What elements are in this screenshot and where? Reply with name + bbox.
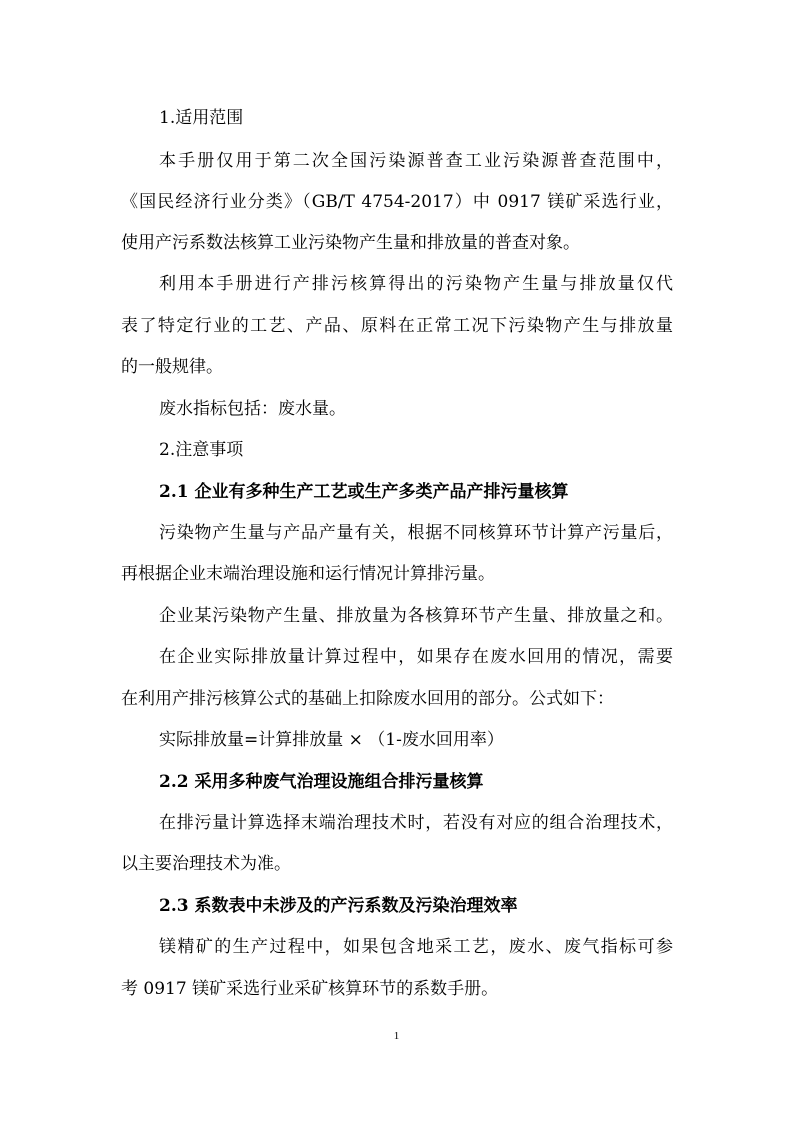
section-1-heading: 1.适用范围 <box>159 108 244 128</box>
paragraph-text: 废水指标包括：废水量。 <box>159 399 346 419</box>
paragraph-text: 利用本手册进行产排污核算得出的污染物产生量与排放量仅代 <box>159 274 673 294</box>
section-2-heading: 2.注意事项 <box>159 440 244 460</box>
paragraph-text: 污染物产生量与产品产量有关，根据不同核算环节计算产污量后， <box>159 523 673 543</box>
paragraph-text: 以主要治理技术为准。 <box>121 854 291 874</box>
page-number: 1 <box>393 1030 400 1042</box>
paragraph-text: 的一般规律。 <box>121 357 223 377</box>
paragraph-text: 考 0917 镁矿采选行业采矿核算环节的系数手册。 <box>121 979 499 999</box>
paragraph-text: 表了特定行业的工艺、产品、原料在正常工况下污染物产生与排放量 <box>121 316 673 336</box>
subsection-2-3-heading: 2.3 系数表中未涉及的产污系数及污染治理效率 <box>159 896 518 916</box>
paragraph-text: 本手册仅用于第二次全国污染源普查工业污染源普查范围中， <box>159 151 673 171</box>
paragraph-text: 在企业实际排放量计算过程中，如果存在废水回用的情况，需要 <box>159 647 673 667</box>
paragraph-text: 企业某污染物产生量、排放量为各核算环节产生量、排放量之和。 <box>159 606 673 626</box>
formula: 实际排放量=计算排放量 × （1-废水回用率） <box>159 730 504 750</box>
paragraph-text: 《国民经济行业分类》（GB/T 4754-2017）中 0917 镁矿采选行业， <box>121 192 673 212</box>
paragraph-text: 在排污量计算选择末端治理技术时，若没有对应的组合治理技术， <box>159 813 673 833</box>
paragraph-text: 在利用产排污核算公式的基础上扣除废水回用的部分。公式如下： <box>121 689 614 709</box>
subsection-2-1-heading: 2.1 企业有多种生产工艺或生产多类产品产排污量核算 <box>159 482 569 502</box>
subsection-2-2-heading: 2.2 采用多种废气治理设施组合排污量核算 <box>159 772 484 792</box>
paragraph-text: 再根据企业末端治理设施和运行情况计算排污量。 <box>121 564 495 584</box>
paragraph-text: 镁精矿的生产过程中，如果包含地采工艺，废水、废气指标可参 <box>159 937 673 957</box>
paragraph-text: 使用产污系数法核算工业污染物产生量和排放量的普查对象。 <box>121 233 580 253</box>
